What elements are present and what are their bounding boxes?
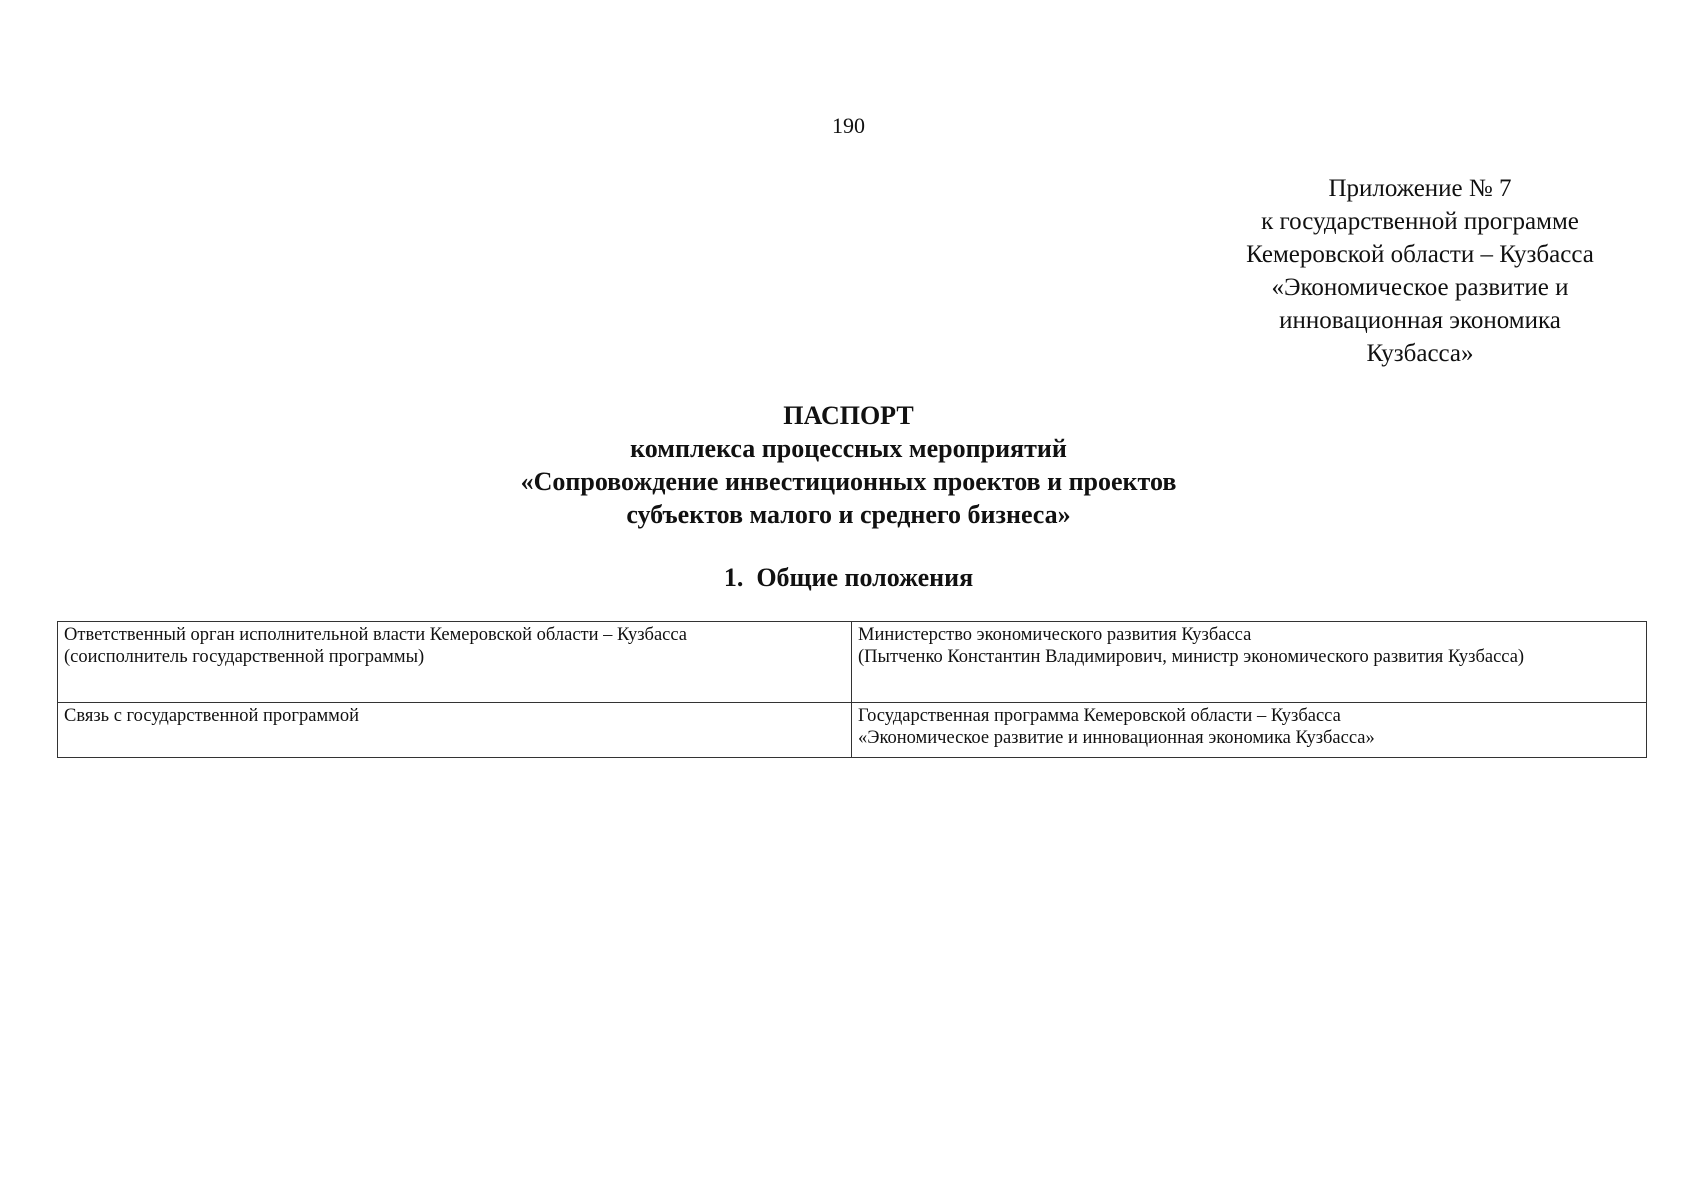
cell-line: «Экономическое развитие и инновационная экономика Кузбасса» — [858, 728, 1375, 748]
table-cell-value — [852, 703, 1647, 758]
table-row — [58, 622, 1647, 703]
cell-line: Министерство экономического развития Кузбасса — [858, 625, 1252, 645]
cell-line: (соисполнитель государственной программы) — [64, 647, 425, 667]
cell-line: Связь с государственной программой — [64, 706, 360, 726]
table-cell-label — [58, 703, 852, 758]
appendix-line: Кузбасса» — [1366, 340, 1474, 367]
section-heading — [0, 562, 1697, 594]
general-provisions-table — [57, 621, 1647, 758]
table-row — [58, 703, 1647, 758]
cell-line: Государственная программа Кемеровской области – Кузбасса — [858, 706, 1341, 726]
title-line: субъектов малого и среднего бизнеса» — [626, 500, 1071, 529]
section-title: Общие положения — [756, 563, 974, 592]
page-number: 190 — [832, 113, 865, 138]
title-line: «Сопровождение инвестиционных проектов и проектов — [520, 467, 1177, 496]
table-cell-label — [58, 622, 852, 703]
cell-line: Ответственный орган исполнительной власти Кемеровской области – Кузбасса — [64, 625, 688, 645]
section-number: 1. — [723, 563, 744, 592]
cell-line: (Пытченко Константин Владимирович, министр экономического развития Кузбасса) — [858, 647, 1525, 667]
document-title — [0, 399, 1697, 531]
appendix-line: к государственной программе — [1261, 208, 1579, 235]
title-line: ПАСПОРТ — [783, 401, 914, 430]
appendix-line: инновационная экономика — [1279, 307, 1561, 334]
appendix-reference — [1200, 172, 1640, 370]
appendix-line: «Экономическое развитие и — [1271, 274, 1569, 301]
appendix-line: Кемеровской области – Кузбасса — [1246, 241, 1594, 268]
title-line: комплекса процессных мероприятий — [630, 434, 1067, 463]
table-cell-value — [852, 622, 1647, 703]
appendix-line: Приложение № 7 — [1328, 175, 1512, 202]
